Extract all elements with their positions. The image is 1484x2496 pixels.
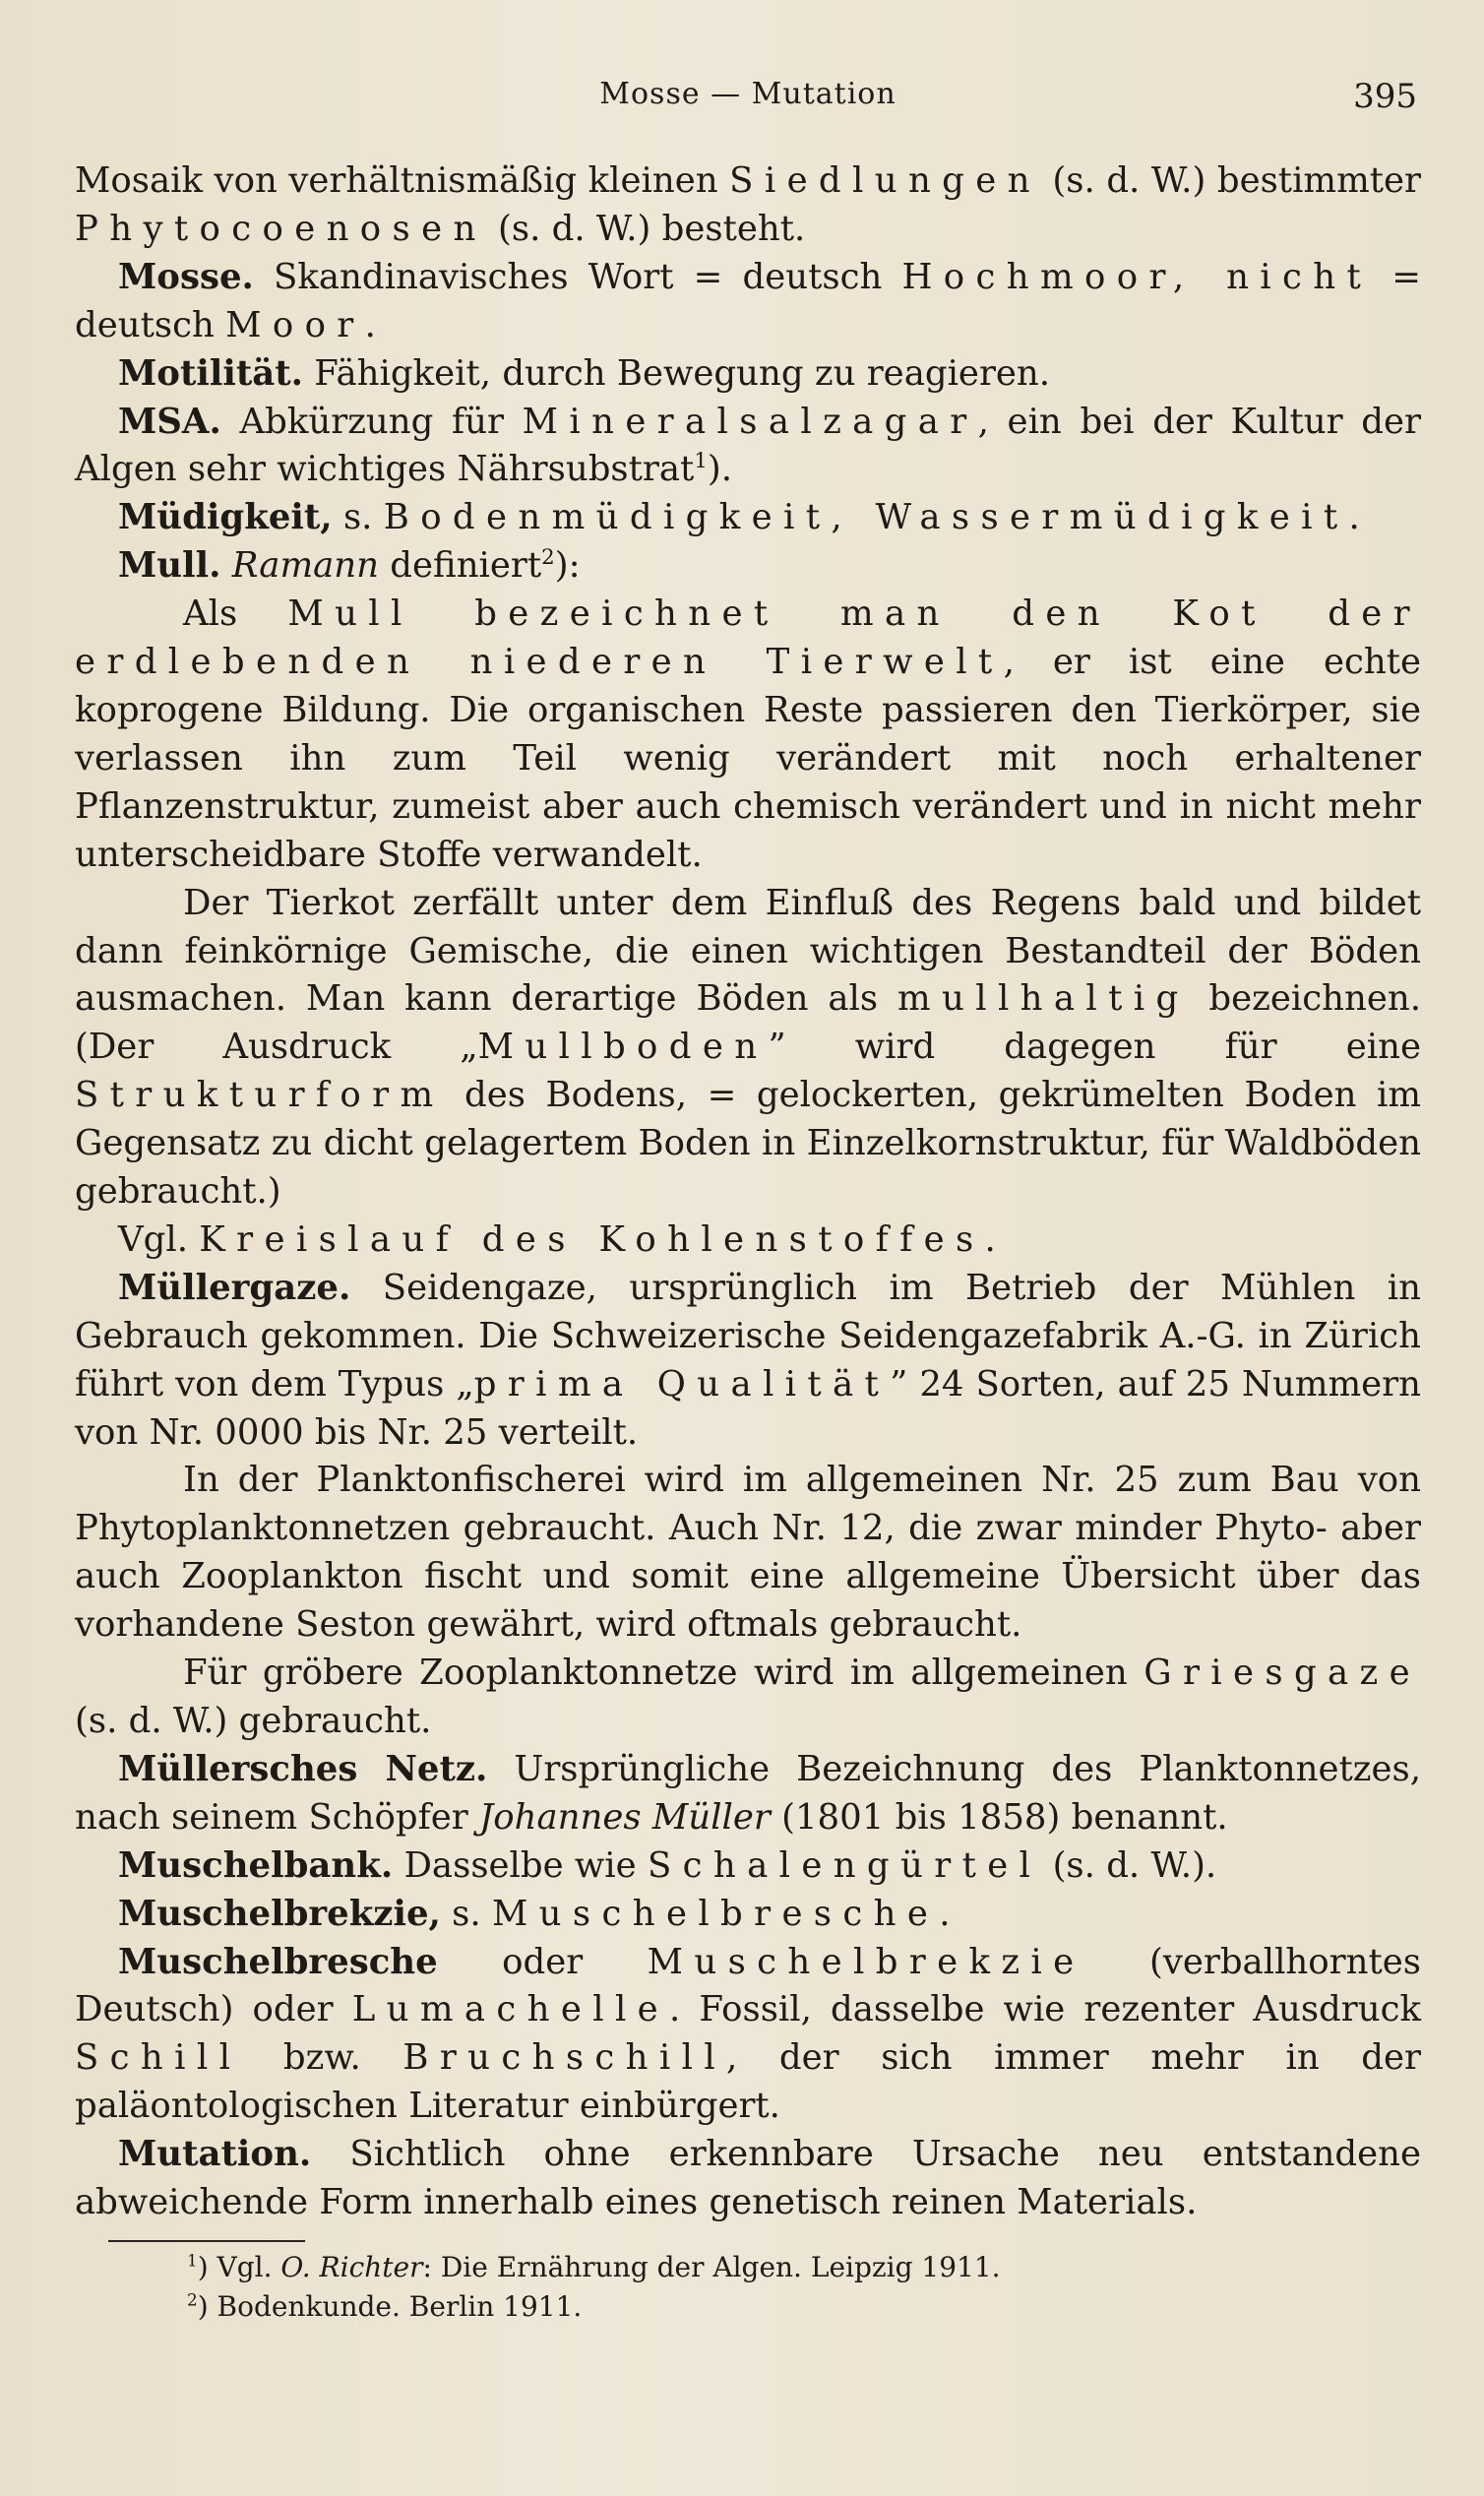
entry-muschelbank: Muschelbank. Dasselbe wie Schalengürtel (s. d. W.). [118, 1844, 1217, 1886]
footnote: $^2$) Bodenkunde. Berlin 1911. [187, 2289, 583, 2323]
headword: Muschelbank. [118, 1844, 394, 1886]
footnote: $^1$) Vgl. O. Richter: Die Ernährung der Algen. Leipzig 1911. [187, 2250, 1001, 2283]
running-title: Mosse — Mutation [599, 77, 897, 111]
headword: Motilität. [118, 352, 303, 394]
entry-motilitaet: Motilität. Fähigkeit, durch Bewegung zu reagieren. [118, 352, 1051, 394]
entry-muschelbresche: Muschelbresche oder Muschelbrekzie (verballhorntes Deutsch) oder Lumachelle. Fossil, dasselbe wie rezenter Ausdruck Schill bzw. Bruchschill, der sich immer mehr in der paläontologischen Literatur einbürgert. [75, 1941, 1421, 2127]
entry-mull: Mull. Ramann definiert$^2$): [118, 545, 581, 587]
headword: MSA. [118, 401, 221, 442]
page-number: 395 [1353, 77, 1417, 116]
entry-msa: MSA. Abkürzung für Mineralsalzagar, ein bei der Kultur der Algen sehr wichtiges Nährsubstrat$^1$). [75, 401, 1421, 490]
entry-continuation: Mosaik von verhältnismäßig kleinen Siedlungen (s. d. W.) bestimmter Phytocoenosen (s. d. W.) besteht. [75, 160, 1421, 249]
entry-muschelbrekzie: Muschelbrekzie, s. Muschelbresche. [118, 1893, 951, 1934]
page-header [79, 69, 1417, 128]
headword: Muschelbresche [118, 1941, 438, 1982]
entry-muellersches-netz: Müllersches Netz. Ursprüngliche Bezeichnung des Planktonnetzes, nach seinem Schöpfer Johannes Müller (1801 bis 1858) benannt. [75, 1748, 1421, 1838]
muellergaze-paragraph: Für gröbere Zooplanktonnetze wird im allgemeinen Griesgaze (s. d. W.) gebraucht. [75, 1653, 1421, 1741]
mull-quote: Als Mull bezeichnet man den Kot der erdlebenden niederen Tierwelt, er ist eine echte koprogene Bildung. Die organischen Reste passieren den Tierkörper, sie verlassen ihn zum Teil wenig verändert mit noch erhaltener Pflanzenstruktur, zumeist aber auch chemisch verändert und in nicht mehr unterscheidbare Stoffe verwandelt. [75, 593, 1422, 875]
entry-muedigkeit: Müdigkeit, s. Bodenmüdigkeit, Wassermüdigkeit. [118, 497, 1360, 538]
entry-mutation: Mutation. Sichtlich ohne erkennbare Ursache neu entstandene abweichende Form innerhalb eines genetisch reinen Materials. [75, 2134, 1421, 2223]
headword: Müllergaze. [118, 1267, 351, 1308]
dictionary-text [75, 157, 1421, 2227]
mull-cross-reference: Vgl. Kreislauf des Kohlenstoffes. [118, 1218, 996, 1260]
footnote-divider [108, 2240, 305, 2242]
muellergaze-paragraph: In der Planktonfischerei wird im allgemeinen Nr. 25 zum Bau von Phytoplanktonnetzen gebraucht. Auch Nr. 12, die zwar minder Phyto- aber auch Zooplankton fischt und somit eine allgemeine Übersicht über das vorhandene Seston gewährt, wird oftmals gebraucht. [75, 1460, 1421, 1646]
footnote-ref: 2 [541, 545, 555, 571]
headword: Mull. [118, 545, 221, 587]
headword: Müllersches Netz. [118, 1748, 488, 1789]
footnote-ref: 1 [694, 449, 708, 474]
headword: Müdigkeit, [118, 497, 333, 538]
entry-muellergaze: Müllergaze. Seidengaze, ursprünglich im Betrieb der Mühlen in Gebrauch gekommen. Die Schweizerische Seidengazefabrik A.-G. in Zürich führt von dem Typus „prima Qualität” 24 Sorten, auf 25 Nummern von Nr. 0000 bis Nr. 25 verteilt. [75, 1267, 1421, 1453]
mull-quote-continued: Der Tierkot zerfällt unter dem Einfluß des Regens bald und bildet dann feinkörnige Gemische, die einen wichtigen Bestandteil der Böden ausmachen. Man kann derartige Böden als mullhaltig bezeichnen. (Der Ausdruck „Mullboden” wird dagegen für eine Strukturform des Bodens, = gelockerten, gekrümelten Boden im Gegensatz zu dicht gelagertem Boden in Einzelkornstruktur, für Waldböden gebraucht.) [75, 882, 1422, 1213]
headword: Mosse. [118, 256, 254, 297]
footnotes [187, 2248, 1269, 2327]
headword: Mutation. [118, 2134, 312, 2175]
headword: Muschelbrekzie, [118, 1893, 441, 1934]
entry-mosse: Mosse. Skandinavisches Wort = deutsch Hochmoor, nicht = deutsch Moor. [75, 256, 1422, 345]
